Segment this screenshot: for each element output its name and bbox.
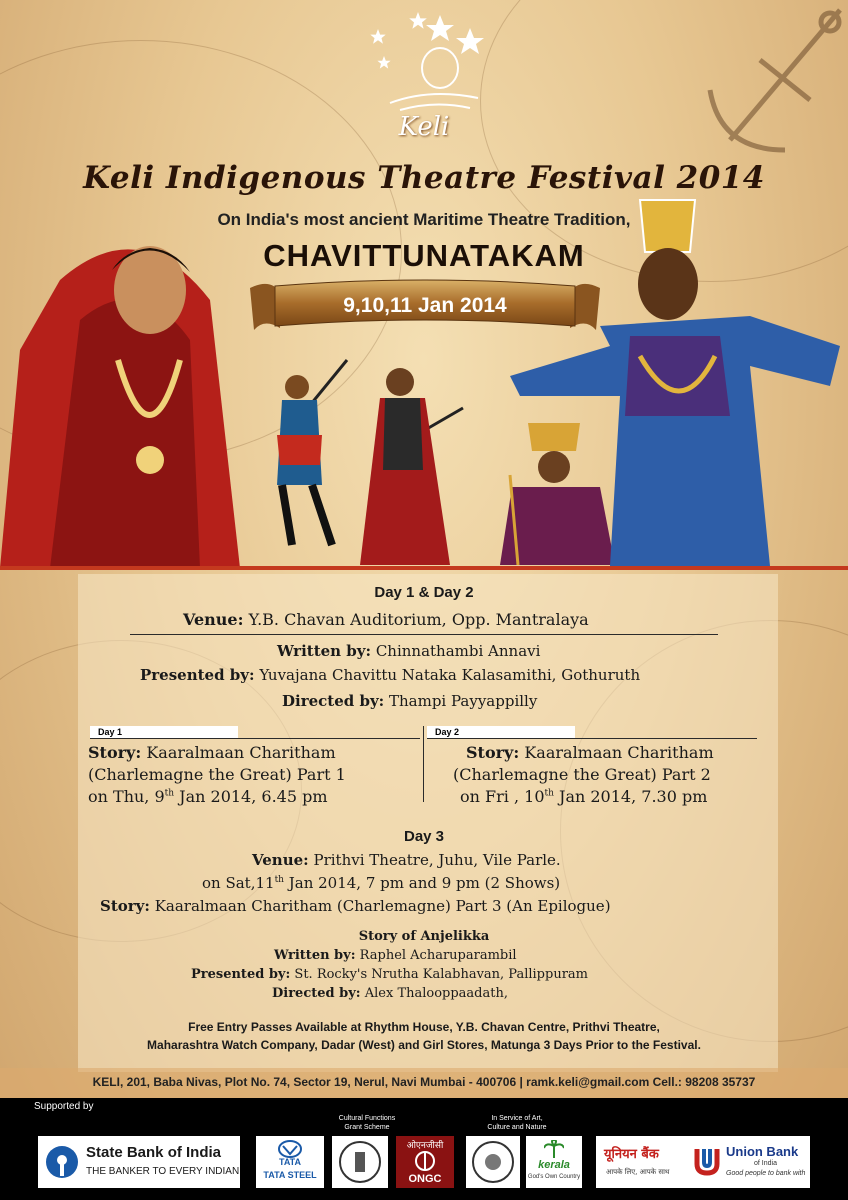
- day1-story-line2: (Charlemagne the Great) Part 1: [88, 765, 346, 784]
- kerala-govt-logo: [466, 1136, 520, 1188]
- date-sup: th: [164, 788, 175, 799]
- sbi-emblem-icon: [44, 1144, 80, 1180]
- cultural-caption-2: Grant Scheme: [344, 1124, 390, 1131]
- venue-label: Venue:: [183, 610, 244, 629]
- sbi-name: State Bank of India: [86, 1144, 222, 1161]
- written-label: Written by:: [274, 948, 356, 963]
- day12-heading: Day 1 & Day 2: [374, 584, 474, 601]
- story-value: Kaaralmaan Charitham (Charlemagne) Part 3 (An Epilogue): [154, 897, 611, 915]
- festival-dates: 9,10,11 Jan 2014: [343, 294, 507, 317]
- king-figure-large: [500, 196, 848, 566]
- written-label: Written by:: [277, 642, 372, 660]
- anjelikka-written: [274, 948, 517, 963]
- day2-rule: [427, 738, 757, 739]
- date-post: Jan 2014, 7.30 pm: [553, 787, 708, 806]
- ongc-label: ONGC: [408, 1173, 442, 1185]
- day1-story: [88, 743, 336, 762]
- day2-tag: Day 2: [427, 726, 575, 738]
- day12-presented: [140, 666, 640, 684]
- cultural-caption-1: Cultural Functions: [338, 1115, 396, 1122]
- govt-emblem-icon: [338, 1140, 382, 1184]
- palm-tree-icon: [544, 1140, 564, 1158]
- day-divider: [423, 726, 424, 802]
- date-post: Jan 2014, 7 pm and 9 pm (2 Shows): [283, 874, 561, 892]
- day1-rule: [90, 738, 420, 739]
- supported-by-label: Supported by: [34, 1101, 94, 1112]
- date-pre: on Fri , 10: [460, 787, 545, 806]
- date-pre: on Sat,11: [202, 874, 275, 892]
- section-rule: [130, 634, 718, 635]
- art-caption-2: Culture and Nature: [487, 1124, 547, 1131]
- venue-value: Prithvi Theatre, Juhu, Vile Parle.: [313, 851, 561, 869]
- festival-subtitle: On India's most ancient Maritime Theatre Tradition,: [217, 210, 631, 229]
- art-form-headline: CHAVITTUNATAKAM: [263, 238, 585, 273]
- day2-story-line2: (Charlemagne the Great) Part 2: [453, 765, 711, 784]
- day1-date: [88, 787, 328, 806]
- anjelikka-heading: Story of Anjelikka: [358, 929, 490, 944]
- day12-venue: [183, 610, 589, 629]
- day3-date: [202, 874, 560, 892]
- anjelikka-presented: [191, 967, 588, 982]
- date-sup: th: [274, 875, 284, 885]
- directed-value: Thampi Payyappilly: [389, 692, 538, 710]
- ubi-tagline: Good people to bank with: [726, 1170, 806, 1177]
- ubi-name: Union Bank: [726, 1144, 799, 1159]
- presented-label: Presented by:: [140, 666, 255, 684]
- sbi-logo: [38, 1136, 240, 1188]
- tata-label: TATA: [279, 1157, 301, 1167]
- kerala-tourism-logo: [526, 1136, 582, 1188]
- union-bank-emblem-icon: [694, 1146, 720, 1176]
- festival-title: Keli Indigenous Theatre Festival 2014: [83, 160, 765, 196]
- ubi-hindi: यूनियन बैंक: [604, 1147, 659, 1162]
- anjelikka-directed: [272, 986, 508, 1001]
- dancer-figure-center: [355, 360, 465, 565]
- kerala-tagline: God's Own Country: [527, 1174, 581, 1180]
- ongc-logo: [396, 1136, 454, 1188]
- passes-line-2: Maharashtra Watch Company, Dadar (West) and Girl Stores, Matunga 3 Days Prior to the Festival.: [147, 1038, 701, 1052]
- presented-label: Presented by:: [191, 967, 291, 982]
- directed-label: Directed by:: [282, 692, 385, 710]
- directed-value: Alex Thalooppaadath,: [364, 986, 508, 1001]
- govt-emblem-logo: [332, 1136, 388, 1188]
- tata-emblem-icon: [278, 1140, 302, 1158]
- art-caption: [462, 1114, 572, 1132]
- venue-label: Venue:: [252, 851, 309, 869]
- free-passes-note: [0, 1018, 848, 1054]
- divider-line: [0, 566, 848, 570]
- cultural-caption: [328, 1114, 406, 1132]
- day2-story: [466, 743, 714, 762]
- tata-steel-logo: [256, 1136, 324, 1188]
- date-sup: th: [544, 788, 554, 799]
- keli-logo-icon: [360, 8, 500, 116]
- logo-text: Keli: [398, 112, 450, 142]
- dancer-woman-figure: [0, 210, 250, 568]
- ubi-hindi-sub: आपके लिए, आपके साथ: [606, 1168, 670, 1176]
- date-post: Jan 2014, 6.45 pm: [174, 787, 328, 806]
- story-label: Story:: [88, 743, 142, 762]
- union-bank-logo: [596, 1136, 810, 1188]
- day3-venue: [252, 851, 561, 869]
- day2-date: [460, 787, 707, 806]
- story-label: Story:: [466, 743, 520, 762]
- ongc-emblem-icon: [415, 1150, 435, 1172]
- day1-tag: Day 1: [90, 726, 238, 738]
- written-value: Chinnathambi Annavi: [375, 642, 541, 660]
- day3-heading: Day 3: [403, 828, 445, 845]
- venue-value: Y.B. Chavan Auditorium, Opp. Mantralaya: [248, 610, 589, 629]
- day12-written: [277, 642, 540, 660]
- story-value: Kaaralmaan Charitham: [524, 743, 714, 762]
- sbi-tagline: THE BANKER TO EVERY INDIAN: [86, 1166, 240, 1177]
- contact-info: KELI, 201, Baba Nivas, Plot No. 74, Sector 19, Nerul, Navi Mumbai - 400706 | ramk.keli@gmail.com Cell.: 98208 35737: [92, 1075, 756, 1089]
- story-label: Story:: [100, 897, 150, 915]
- ubi-sub: of India: [754, 1160, 777, 1167]
- story-value: Kaaralmaan Charitham: [146, 743, 336, 762]
- kerala-label: kerala: [538, 1159, 570, 1171]
- art-caption-1: In Service of Art,: [491, 1115, 543, 1122]
- date-pre: on Thu, 9: [88, 787, 165, 806]
- day3-story: [100, 897, 611, 915]
- directed-label: Directed by:: [272, 986, 361, 1001]
- day12-directed: [282, 692, 537, 710]
- presented-value: St. Rocky's Nrutha Kalabhavan, Pallippuram: [294, 967, 588, 982]
- kerala-emblem-icon: [471, 1140, 515, 1184]
- ongc-hindi: ओएनजीसी: [406, 1141, 444, 1151]
- passes-line-1: Free Entry Passes Available at Rhythm House, Y.B. Chavan Centre, Prithvi Theatre,: [188, 1020, 660, 1034]
- dancer-figure-left: [262, 355, 352, 550]
- written-value: Raphel Acharuparambil: [359, 948, 517, 963]
- tata-steel-label: TATA STEEL: [263, 1170, 317, 1180]
- anchor-icon: [690, 0, 848, 160]
- presented-value: Yuvajana Chavittu Nataka Kalasamithi, Gothuruth: [259, 666, 641, 684]
